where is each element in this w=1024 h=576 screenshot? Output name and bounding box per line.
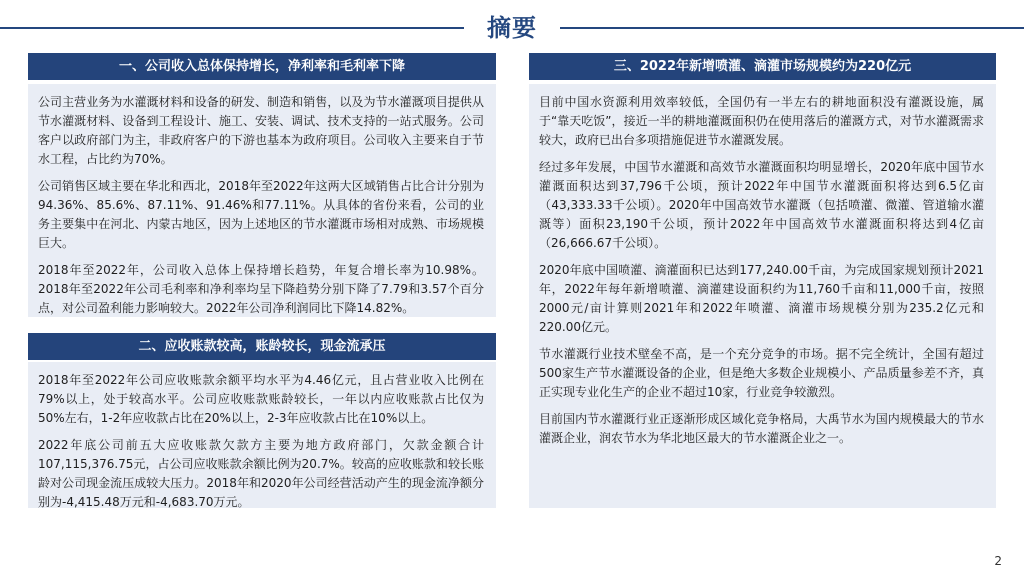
section-2-paragraph: 2018年至2022年公司应收账款余额平均水平为4.46亿元，且占营业收入比例在79%以上，处于较高水平。公司应收账款账龄较长，一年以内应收账款占比仅为50%左右，1-2年应收款占比在20%以上，2-3年应收款占比在10%以上。 — [38, 373, 484, 425]
section-2-paragraph: 2022年底公司前五大应收账款欠款方主要为地方政府部门，欠款金额合计107,115,376.75元，占公司应收账款余额比例为20.7%。较高的应收账款和较长账龄对公司现金流压成较大压力。2018年和2020年公司经营活动产生的现金流净额分别为-4,415.48万元和-4,683.70万元。 — [38, 438, 484, 509]
section-2-body — [28, 362, 496, 508]
section-3-header: 三、2022年新增喷灌、滴灌市场规模约为220亿元 — [529, 53, 996, 80]
title-divider-right — [560, 27, 1024, 29]
section-1-paragraph: 公司销售区域主要在华北和西北，2018年至2022年这两大区域销售占比合计分别为94.36%、85.6%、87.11%、91.46%和77.11%。从具体的省份来看，公司的业务主要集中在河北、内蒙古地区，因为上述地区的节水灌溉市场相对成熟、市场规模巨大。 — [38, 179, 484, 250]
section-2-header: 二、应收账款较高，账龄较长，现金流承压 — [28, 333, 496, 360]
section-1-body — [28, 84, 496, 317]
section-3-paragraph: 目前中国水资源利用效率较低，全国仍有一半左右的耕地面积没有灌溉设施，属于“靠天吃饭”，接近一半的耕地灌溉面积仍在使用落后的灌溉方式，对节水灌溉需求较大，政府已出台多项措施促进节水灌溉发展。 — [539, 95, 984, 147]
section-1-paragraph: 2018年至2022年，公司收入总体上保持增长趋势，年复合增长率为10.98%。2018年至2022年公司毛利率和净利率均呈下降趋势分别下降了7.79和3.57个百分点，对公司盈利能力影响较大。2022年公司净利润同比下降14.82%。 — [38, 263, 484, 315]
section-3-body — [529, 84, 996, 508]
section-1-header: 一、公司收入总体保持增长，净利率和毛利率下降 — [28, 53, 496, 80]
page-number: 2 — [994, 554, 1002, 568]
section-3-paragraph: 经过多年发展，中国节水灌溉和高效节水灌溉面积均明显增长，2020年底中国节水灌溉面积达到37,796千公顷，预计2022年中国节水灌溉面积将达到6.5亿亩（43,333.33千公顷）。2020年中国高效节水灌溉（包括喷灌、微灌、管道输水灌溉等）面积23,190千公顷，预计2022年中国高效节水灌溉面积将达到4亿亩（26,666.67千公顷）。 — [539, 160, 984, 250]
section-1-paragraph: 公司主营业务为水灌溉材料和设备的研发、制造和销售，以及为节水灌溉项目提供从节水灌溉材料、设备到工程设计、施工、安装、调试、技术支持的一站式服务。公司客户以政府部门为主，非政府客户的下游也基本为政府项目。公司收入主要来自于节水工程，占比约为70%。 — [38, 95, 484, 166]
section-3-paragraph: 目前国内节水灌溉行业正逐渐形成区域化竞争格局，大禹节水为国内规模最大的节水灌溉企业，润农节水为华北地区最大的节水灌溉企业之一。 — [539, 412, 984, 445]
title-divider-left — [0, 27, 464, 29]
section-3-paragraph: 节水灌溉行业技术壁垒不高，是一个充分竞争的市场。据不完全统计，全国有超过500家生产节水灌溉设备的企业，但是绝大多数企业规模小、产品质量参差不齐，真正实现专业化生产的企业不超过10家，行业竞争较激烈。 — [539, 347, 984, 399]
section-3-paragraph: 2020年底中国喷灌、滴灌面积已达到177,240.00千亩，为完成国家规划预计2021年，2022年每年新增喷灌、滴灌建设面积约为11,760千亩和11,000千亩，按照2000元/亩计算则2021年和2022年喷灌、滴灌市场规模分别为235.2亿元和220.00亿元。 — [539, 263, 984, 334]
page-title: 摘要 — [487, 14, 537, 42]
